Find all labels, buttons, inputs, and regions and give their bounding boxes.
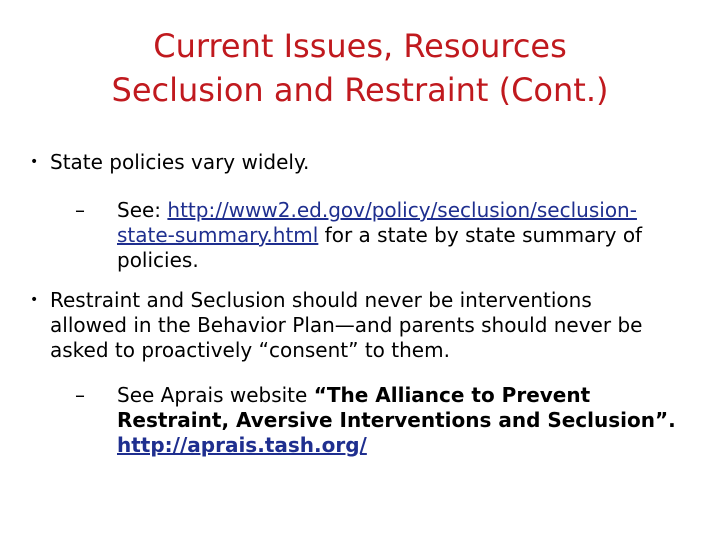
- bullet-2-line-3: asked to proactively “consent” to them.: [50, 338, 450, 362]
- bullet-2-marker: •: [30, 292, 39, 308]
- sub-bullet-2: [117, 383, 707, 458]
- sub-bullet-1: [117, 198, 697, 273]
- bullet-2-line-2: allowed in the Behavior Plan—and parents should never be: [50, 313, 643, 337]
- slide-title-line-2: Seclusion and Restraint (Cont.): [111, 71, 609, 109]
- alliance-name-part-1: “The Alliance to Prevent: [313, 383, 591, 407]
- sub-bullet-1-suffix-line-3: policies.: [117, 248, 199, 272]
- state-summary-link-part-2[interactable]: state-summary.html: [117, 223, 319, 247]
- aprais-link[interactable]: http://aprais.tash.org/: [117, 433, 367, 457]
- sub-bullet-2-prefix: See Aprais website: [117, 383, 314, 407]
- sub-bullet-1-marker: –: [75, 198, 85, 222]
- alliance-name-part-2: Restraint, Aversive Interventions and Seclusion”.: [117, 408, 676, 432]
- slide-title-line-1: Current Issues, Resources: [153, 27, 567, 65]
- sub-bullet-2-marker: –: [75, 383, 85, 407]
- bullet-1-text: State policies vary widely.: [50, 150, 310, 174]
- sub-bullet-1-prefix: See:: [117, 198, 168, 222]
- bullet-1-marker: •: [30, 154, 39, 170]
- bullet-2-line-1: Restraint and Seclusion should never be interventions: [50, 288, 592, 312]
- bullet-2-text: [50, 288, 710, 363]
- state-summary-link-part-1[interactable]: http://www2.ed.gov/policy/seclusion/seclusion-: [167, 198, 637, 222]
- slide-title: [0, 24, 720, 112]
- sub-bullet-1-suffix: for a state by state summary of: [318, 223, 643, 247]
